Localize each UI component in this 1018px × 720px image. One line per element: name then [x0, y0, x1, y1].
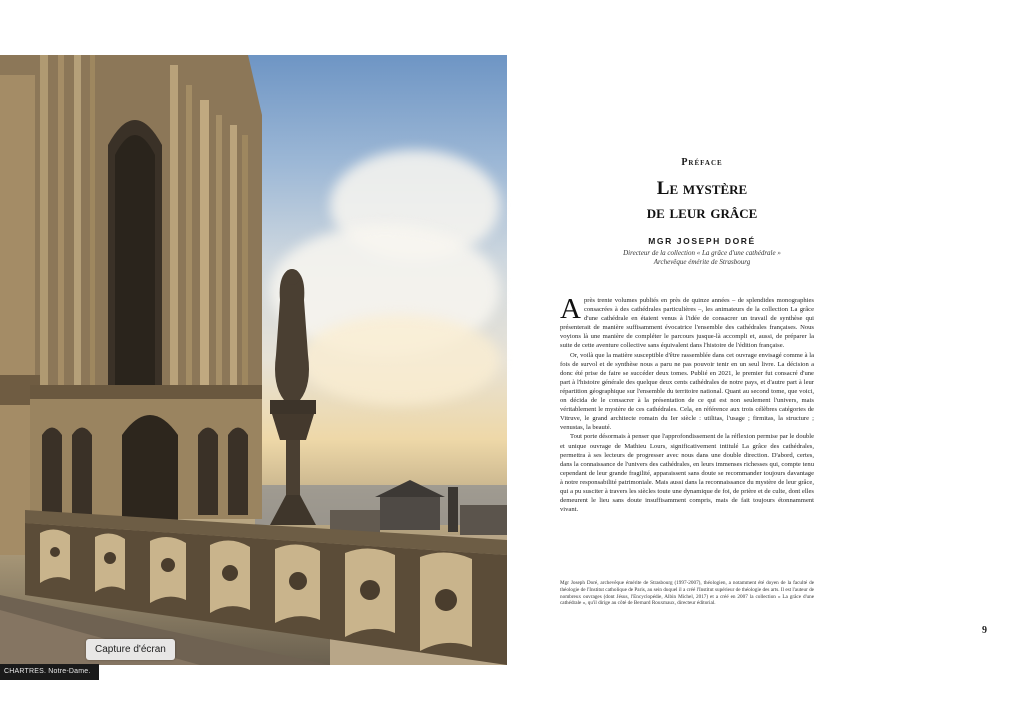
paragraph-1-text: près trente volumes publiés en près de quinze années – de splendides monographies consacrées à des cathédrales particulières –, les animateurs de la collection La grâce d'une cathédrale en étaient venus à l'idée de consacrer un travail de synthèse qui présenterait de manière suffisamment évocatrice l'ensemble des cathédrales françaises. Nous voyions là une manière de compléter le parcours jusque-là accompli et, aussi, de préparer la suite de cette aventure collective sans équivalent dans l'histoire de l'édition française.: [560, 297, 814, 350]
title-line-2: de leur grâce: [646, 202, 758, 223]
author-role: [560, 249, 844, 267]
author-role-line-1: Directeur de la collection « La grâce d'une cathédrale »: [623, 249, 781, 257]
page-number: 9: [982, 625, 987, 636]
drop-cap: A: [560, 293, 581, 325]
cathedral-photo: [0, 55, 507, 675]
paragraph-2: Or, voilà que la matière susceptible d'être rassemblée dans cet ouvrage envisagé comme à la fois de survol et de synthèse nous a paru ne pas pouvoir tenir en un seul livre. La décision a donc été prise de faire se succéder deux tomes. Publié en 2021, le premier fut consacré d'une part à l'histoire générale des quelque deux cents cathédrales de notre pays, et d'autre part à leur répartition géographique sur l'ensemble du territoire national. Quant au second tome, que voici, on décida de le consacrer à la présentation de ce qui est non seulement l'univers, mais véritablement le mystère de ces cathédrales. Cela, en référence aux trois célèbres catégories de Vitruve, le grand architecte romain du Ier siècle : utilitas, l'usage ; firmitas, la structure ; venustas, la beauté.: [560, 351, 814, 432]
preface-body: [560, 293, 814, 514]
cathedral-illustration: [0, 55, 507, 665]
page-title: [560, 177, 844, 225]
paragraph-3: Tout porte désormais à penser que l'approfondissement de la réflexion permise par le double et unique ouvrage de Mathieu Lours, significativement intitulé La grâce des cathédrales, permettra à ses lecteurs de progresser avec nous dans une double direction. D'abord, certes, dans la connaissance de l'univers des cathédrales, en leurs immenses richesses qui, compte tenu cependant de leur grande fragilité, apparaissent sans doute se recommander toujours davantage à notre responsabilité patrimoniale. Mais aussi dans la reconnaissance du mystère de leur grâce, qui a pu susciter à travers les siècles toute une dynamique de foi, de prière et de culte, dont elles demeurent le lieu sans doute insuffisamment compris, mais de fait toujours étonnamment vivant.: [560, 433, 814, 514]
photo-caption: CHARTRES. Notre-Dame.: [0, 664, 99, 680]
paragraph-1: [560, 293, 814, 351]
title-line-1: Le mystère: [656, 178, 748, 199]
author-name: MGR JOSEPH DORÉ: [648, 236, 756, 246]
author-role-line-2: Archevêque émérite de Strasbourg: [653, 258, 751, 266]
footnote: Mgr Joseph Doré, archevêque émérite de Strasbourg (1997-2007), théologien, a notamment été doyen de la faculté de théologie de l'Institut catholique de Paris, au sein duquel il a créé l'Institut supérieur de théologie des arts. Il est l'auteur de nombreux ouvrages (dont Jésus, l'Encyclopédie, Albin Michel, 2017) et a créé en 2007 la collection « La grâce d'une cathédrale », qu'il dirige au côté de Bernard Rouxmaux, directeur éditorial.: [560, 580, 814, 607]
section-kicker: Préface: [681, 157, 723, 168]
screenshot-button[interactable]: Capture d'écran: [86, 639, 175, 660]
